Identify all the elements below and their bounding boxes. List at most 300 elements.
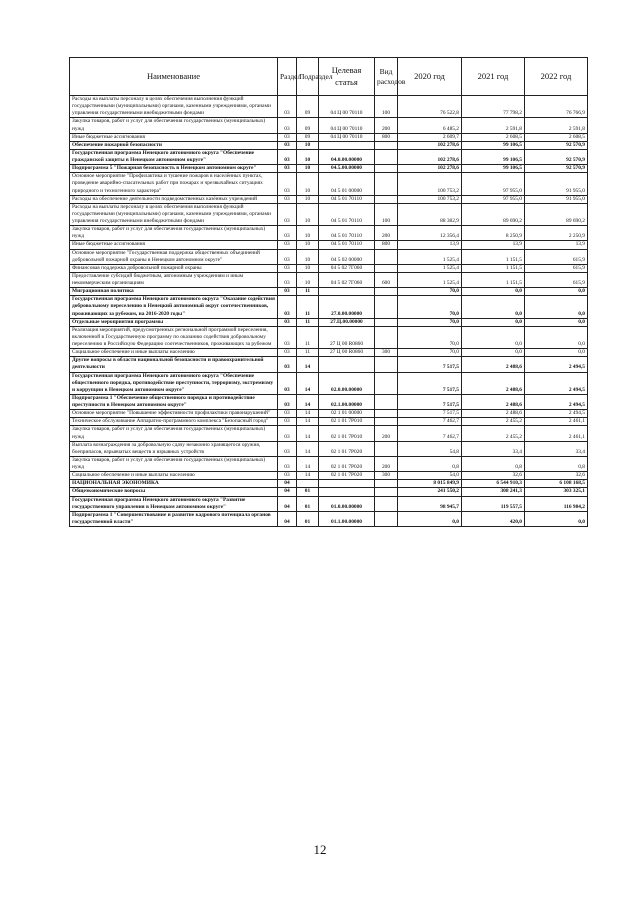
row-value-2021: 2 488,6 bbox=[462, 394, 525, 409]
row-section: 03 bbox=[278, 372, 297, 394]
row-value-2022: 13,9 bbox=[525, 241, 588, 249]
row-value-2021: 33,4 bbox=[462, 441, 525, 456]
row-exp-type: 200 bbox=[375, 426, 398, 441]
row-subsection: 10 bbox=[297, 264, 319, 272]
row-exp-type bbox=[375, 418, 398, 426]
header-target: Целевая статья bbox=[319, 58, 375, 96]
row-value-2022: 92 570,9 bbox=[525, 149, 588, 164]
row-value-2020: 1 525,4 bbox=[398, 264, 462, 272]
row-name: Государственная программа Ненецкого автономного округа "Обеспечение общественного порядка, противодействие преступности, терроризму, экстремизму и коррупции в Ненецком автономном округе" bbox=[70, 372, 278, 394]
row-subsection: 10 bbox=[297, 149, 319, 164]
row-value-2020: 1 525,4 bbox=[398, 272, 462, 287]
row-value-2020: 54,0 bbox=[398, 472, 462, 480]
row-target: 04 5 02 00000 bbox=[319, 249, 375, 264]
row-value-2021: 97 955,0 bbox=[462, 195, 525, 203]
row-value-2020: 7 517,5 bbox=[398, 394, 462, 409]
row-subsection: 14 bbox=[297, 410, 319, 418]
row-name: Расходы на выплаты персоналу в целях обеспечения выполнения функций государственными (муниципальными) органами, казенными учреждениями, органами управления государственными внебюджетными фондами bbox=[70, 96, 278, 118]
row-name: Основное мероприятие "Государственная поддержка общественных объединений добровольной пожарной охраны в Ненецком автономном округе" bbox=[70, 249, 278, 264]
row-exp-type bbox=[375, 488, 398, 496]
row-name: Финансовая поддержка добровольной пожарной охраны bbox=[70, 264, 278, 272]
row-value-2022: 0,0 bbox=[525, 296, 588, 318]
row-name: Подпрограмма 1 "Совершенствование и развитие кадрового потенциала органов государственной власти" bbox=[70, 511, 278, 526]
row-exp-type: 300 bbox=[375, 472, 398, 480]
row-value-2020: 2 609,7 bbox=[398, 133, 462, 141]
row-subsection: 11 bbox=[297, 326, 319, 348]
row-name: Техническое обслуживание Аппаратно-программного комплекса "Безопасный город" bbox=[70, 418, 278, 426]
row-section: 03 bbox=[278, 149, 297, 164]
header-exp-type: Вид расходов bbox=[375, 58, 398, 96]
row-section: 03 bbox=[278, 249, 297, 264]
row-value-2022: 0,8 bbox=[525, 456, 588, 471]
row-name: Государственная программа Ненецкого автономного округа "Развитие государственного управления в Ненецком автономном округе" bbox=[70, 496, 278, 511]
row-section: 03 bbox=[278, 165, 297, 173]
row-target bbox=[319, 357, 375, 372]
row-subsection: 14 bbox=[297, 418, 319, 426]
row-name: Реализация мероприятий, предусмотренных региональной программой переселения, включенной в Государственную программу по оказанию содействия добровольному переселению в Российскую Федерацию соотечественников, проживающих за рубежом bbox=[70, 326, 278, 348]
row-value-2021: 1 151,5 bbox=[462, 249, 525, 264]
row-section: 03 bbox=[278, 410, 297, 418]
row-section: 03 bbox=[278, 296, 297, 318]
header-2022: 2022 год bbox=[525, 58, 588, 96]
row-value-2020: 7 517,5 bbox=[398, 357, 462, 372]
row-section: 03 bbox=[278, 173, 297, 195]
row-value-2021: 1 151,5 bbox=[462, 272, 525, 287]
row-name: Государственная программа Ненецкого автономного округа "Оказание содействия добровольному переселению в Ненецкий автономный округ соотечественников, проживающих за рубежом, на 2016-2020 годы" bbox=[70, 296, 278, 318]
row-subsection: 10 bbox=[297, 272, 319, 287]
row-value-2021: 0,0 bbox=[462, 318, 525, 326]
row-target: 04.0.00.00000 bbox=[319, 149, 375, 164]
row-value-2020: 6 485,2 bbox=[398, 118, 462, 133]
row-value-2021: 6 544 910,3 bbox=[462, 480, 525, 488]
row-section: 04 bbox=[278, 480, 297, 488]
row-value-2020: 13,9 bbox=[398, 241, 462, 249]
table-row bbox=[70, 96, 588, 118]
row-value-2020: 100 753,2 bbox=[398, 195, 462, 203]
row-value-2020: 12 356,4 bbox=[398, 226, 462, 241]
row-section: 03 bbox=[278, 264, 297, 272]
row-exp-type: 200 bbox=[375, 456, 398, 471]
row-value-2021: 2 455,2 bbox=[462, 418, 525, 426]
row-target: 04 5 01 70110 bbox=[319, 226, 375, 241]
row-value-2020: 7 517,5 bbox=[398, 372, 462, 394]
row-value-2021: 97 955,0 bbox=[462, 173, 525, 195]
row-subsection: 10 bbox=[297, 241, 319, 249]
row-value-2022: 92 570,9 bbox=[525, 141, 588, 149]
row-target: 04 Ц 00 70110 bbox=[319, 133, 375, 141]
row-subsection: 10 bbox=[297, 165, 319, 173]
row-target: 04 5 01 00000 bbox=[319, 173, 375, 195]
row-subsection: 09 bbox=[297, 133, 319, 141]
row-exp-type bbox=[375, 496, 398, 511]
row-section: 04 bbox=[278, 488, 297, 496]
row-name: Основное мероприятие "Повышение эффективности профилактики правонарушений" bbox=[70, 410, 278, 418]
row-section: 03 bbox=[278, 241, 297, 249]
row-target: 01.0.00.00000 bbox=[319, 496, 375, 511]
row-value-2021: 2 488,6 bbox=[462, 410, 525, 418]
row-target: 01.1.00.00000 bbox=[319, 511, 375, 526]
table-row bbox=[70, 226, 588, 241]
row-exp-type bbox=[375, 288, 398, 296]
row-target: 27.0.00.00000 bbox=[319, 296, 375, 318]
row-name: Основное мероприятие "Профилактика и тушение пожаров в населённых пунктах, проведение аварийно-спасательных работ при пожарах и чрезвычайных ситуациях природного и техногенного характера" bbox=[70, 173, 278, 195]
row-subsection: 11 bbox=[297, 318, 319, 326]
row-value-2020: 241 550,2 bbox=[398, 488, 462, 496]
table-row bbox=[70, 372, 588, 394]
header-2020: 2020 год bbox=[398, 58, 462, 96]
row-value-2021: 1 151,5 bbox=[462, 264, 525, 272]
row-exp-type bbox=[375, 318, 398, 326]
row-exp-type bbox=[375, 372, 398, 394]
row-section: 03 bbox=[278, 288, 297, 296]
row-target bbox=[319, 288, 375, 296]
table-header-row bbox=[70, 58, 588, 96]
row-target: 02 1 01 7Р010 bbox=[319, 418, 375, 426]
row-section: 03 bbox=[278, 472, 297, 480]
row-section: 03 bbox=[278, 357, 297, 372]
row-subsection: 01 bbox=[297, 511, 319, 526]
row-value-2022: 91 955,0 bbox=[525, 195, 588, 203]
table-row bbox=[70, 141, 588, 149]
row-value-2021: 99 106,5 bbox=[462, 149, 525, 164]
row-name: Иные бюджетные ассигнования bbox=[70, 133, 278, 141]
row-section: 03 bbox=[278, 203, 297, 225]
row-exp-type bbox=[375, 357, 398, 372]
table-row bbox=[70, 264, 588, 272]
row-subsection: 09 bbox=[297, 96, 319, 118]
table-row bbox=[70, 203, 588, 225]
row-section: 04 bbox=[278, 511, 297, 526]
row-name: Предоставление субсидий бюджетным, автономным учреждениям и иным некоммерческим организациям bbox=[70, 272, 278, 287]
row-value-2022: 303 325,1 bbox=[525, 488, 588, 496]
row-target bbox=[319, 141, 375, 149]
table-row bbox=[70, 149, 588, 164]
row-name: Социальное обеспечение и иные выплаты населению bbox=[70, 472, 278, 480]
row-value-2021: 0,8 bbox=[462, 456, 525, 471]
table-row bbox=[70, 357, 588, 372]
row-value-2020: 70,0 bbox=[398, 288, 462, 296]
row-value-2020: 76 522,8 bbox=[398, 96, 462, 118]
row-value-2022: 0,0 bbox=[525, 288, 588, 296]
table-row bbox=[70, 441, 588, 456]
row-value-2021: 0,0 bbox=[462, 326, 525, 348]
table-row bbox=[70, 456, 588, 471]
row-value-2022: 0,0 bbox=[525, 511, 588, 526]
table-row bbox=[70, 426, 588, 441]
budget-table bbox=[69, 57, 588, 527]
row-section: 04 bbox=[278, 496, 297, 511]
row-value-2021: 119 557,5 bbox=[462, 496, 525, 511]
row-section: 03 bbox=[278, 456, 297, 471]
row-value-2021: 2 608,5 bbox=[462, 133, 525, 141]
row-value-2021: 2 488,6 bbox=[462, 372, 525, 394]
row-exp-type bbox=[375, 441, 398, 456]
table-row bbox=[70, 249, 588, 264]
row-name: Другие вопросы в области национальной безопасности и правоохранительной деятельности bbox=[70, 357, 278, 372]
row-target: 02 1 01 7Р020 bbox=[319, 472, 375, 480]
row-target: 04 Ц 00 70110 bbox=[319, 118, 375, 133]
row-value-2022: 615,9 bbox=[525, 272, 588, 287]
row-value-2022: 2 591,8 bbox=[525, 118, 588, 133]
row-value-2020: 0,0 bbox=[398, 511, 462, 526]
row-value-2022: 89 690,2 bbox=[525, 203, 588, 225]
row-subsection: 14 bbox=[297, 456, 319, 471]
row-section: 03 bbox=[278, 394, 297, 409]
row-value-2021: 2 591,8 bbox=[462, 118, 525, 133]
row-value-2022: 32,6 bbox=[525, 472, 588, 480]
row-exp-type bbox=[375, 165, 398, 173]
table-row bbox=[70, 394, 588, 409]
row-target: 27 Ц 00 R0860 bbox=[319, 349, 375, 357]
table-row bbox=[70, 272, 588, 287]
row-value-2022: 2 461,1 bbox=[525, 426, 588, 441]
table-row bbox=[70, 296, 588, 318]
row-value-2021: 77 798,2 bbox=[462, 96, 525, 118]
row-subsection: 14 bbox=[297, 394, 319, 409]
row-value-2021: 308 241,3 bbox=[462, 488, 525, 496]
row-exp-type bbox=[375, 394, 398, 409]
row-value-2022: 615,9 bbox=[525, 264, 588, 272]
row-target: 27.Ц.00.00000 bbox=[319, 318, 375, 326]
row-name: Миграционная политика bbox=[70, 288, 278, 296]
row-section: 03 bbox=[278, 426, 297, 441]
row-value-2020: 70,0 bbox=[398, 326, 462, 348]
row-name: Подпрограмма 1 "Обеспечение общественного порядка и противодействие преступности в Ненецком автономном округе" bbox=[70, 394, 278, 409]
row-target: 04.5.00.00000 bbox=[319, 165, 375, 173]
row-value-2022: 2 494,5 bbox=[525, 357, 588, 372]
row-exp-type: 800 bbox=[375, 133, 398, 141]
row-value-2020: 70,0 bbox=[398, 318, 462, 326]
row-value-2020: 88 382,9 bbox=[398, 203, 462, 225]
row-section: 03 bbox=[278, 141, 297, 149]
row-section: 03 bbox=[278, 318, 297, 326]
row-value-2021: 420,0 bbox=[462, 511, 525, 526]
header-name: Наименование bbox=[70, 58, 278, 96]
row-exp-type: 100 bbox=[375, 203, 398, 225]
row-exp-type bbox=[375, 296, 398, 318]
row-exp-type bbox=[375, 480, 398, 488]
row-subsection: 09 bbox=[297, 118, 319, 133]
row-exp-type bbox=[375, 264, 398, 272]
row-subsection: 14 bbox=[297, 372, 319, 394]
row-name: Закупка товаров, работ и услуг для обеспечения государственных (муниципальных) нужд bbox=[70, 226, 278, 241]
row-name: Закупка товаров, работ и услуг для обеспечения государственных (муниципальных) нужд bbox=[70, 426, 278, 441]
row-value-2022: 33,4 bbox=[525, 441, 588, 456]
row-subsection: 10 bbox=[297, 249, 319, 264]
row-subsection: 10 bbox=[297, 195, 319, 203]
row-exp-type: 200 bbox=[375, 118, 398, 133]
row-exp-type bbox=[375, 249, 398, 264]
row-value-2020: 70,0 bbox=[398, 296, 462, 318]
table-row bbox=[70, 349, 588, 357]
row-target bbox=[319, 488, 375, 496]
table-row bbox=[70, 326, 588, 348]
row-exp-type bbox=[375, 410, 398, 418]
row-exp-type: 800 bbox=[375, 241, 398, 249]
row-value-2021: 99 106,5 bbox=[462, 141, 525, 149]
row-section: 03 bbox=[278, 195, 297, 203]
row-value-2021: 2 488,6 bbox=[462, 357, 525, 372]
table-row bbox=[70, 195, 588, 203]
row-subsection: 14 bbox=[297, 441, 319, 456]
table-row bbox=[70, 418, 588, 426]
row-subsection: 01 bbox=[297, 488, 319, 496]
page-number: 12 bbox=[313, 842, 327, 857]
row-target: 02.0.00.00000 bbox=[319, 372, 375, 394]
row-target: 04 5 01 70110 bbox=[319, 203, 375, 225]
row-target: 04 5 01 70110 bbox=[319, 241, 375, 249]
table-row bbox=[70, 133, 588, 141]
header-2021: 2021 год bbox=[462, 58, 525, 96]
table-row bbox=[70, 511, 588, 526]
row-name: Расходы на обеспечение деятельности подведомственных казённых учреждений bbox=[70, 195, 278, 203]
row-target: 04 Ц 00 70110 bbox=[319, 96, 375, 118]
row-target: 27 Ц 00 R0860 bbox=[319, 326, 375, 348]
row-exp-type: 200 bbox=[375, 226, 398, 241]
row-subsection bbox=[297, 480, 319, 488]
row-subsection: 14 bbox=[297, 357, 319, 372]
row-target bbox=[319, 480, 375, 488]
row-name: Отдельные мероприятия программы bbox=[70, 318, 278, 326]
row-value-2022: 2 461,1 bbox=[525, 418, 588, 426]
row-value-2022: 0,0 bbox=[525, 326, 588, 348]
row-exp-type: 100 bbox=[375, 96, 398, 118]
row-exp-type: 300 bbox=[375, 349, 398, 357]
table-row bbox=[70, 496, 588, 511]
row-value-2020: 102 278,6 bbox=[398, 141, 462, 149]
header-section: Раздел bbox=[278, 58, 297, 96]
row-value-2022: 2 250,9 bbox=[525, 226, 588, 241]
row-target: 02 1 01 7Р020 bbox=[319, 441, 375, 456]
row-value-2020: 0,8 bbox=[398, 456, 462, 471]
table-row bbox=[70, 288, 588, 296]
row-value-2021: 0,0 bbox=[462, 296, 525, 318]
row-section: 03 bbox=[278, 272, 297, 287]
row-target: 02 1 01 7Р010 bbox=[319, 426, 375, 441]
row-section: 03 bbox=[278, 133, 297, 141]
row-name: Общеэкономические вопросы bbox=[70, 488, 278, 496]
row-value-2022: 2 494,5 bbox=[525, 394, 588, 409]
row-section: 03 bbox=[278, 118, 297, 133]
row-value-2021: 13,9 bbox=[462, 241, 525, 249]
row-value-2020: 7 462,7 bbox=[398, 418, 462, 426]
row-exp-type bbox=[375, 195, 398, 203]
table-row bbox=[70, 410, 588, 418]
row-exp-type bbox=[375, 141, 398, 149]
row-target: 02 1 01 00000 bbox=[319, 410, 375, 418]
row-value-2022: 2 608,5 bbox=[525, 133, 588, 141]
row-subsection: 01 bbox=[297, 496, 319, 511]
row-exp-type bbox=[375, 326, 398, 348]
row-section: 03 bbox=[278, 226, 297, 241]
row-target: 04 5 01 70110 bbox=[319, 195, 375, 203]
row-section: 03 bbox=[278, 418, 297, 426]
row-subsection: 11 bbox=[297, 288, 319, 296]
table-row bbox=[70, 472, 588, 480]
row-value-2020: 7 462,7 bbox=[398, 426, 462, 441]
row-subsection: 11 bbox=[297, 296, 319, 318]
row-target: 02 1 01 7Р020 bbox=[319, 456, 375, 471]
row-value-2021: 2 455,2 bbox=[462, 426, 525, 441]
row-name: НАЦИОНАЛЬНАЯ ЭКОНОМИКА bbox=[70, 480, 278, 488]
table-row bbox=[70, 488, 588, 496]
table-row bbox=[70, 480, 588, 488]
row-value-2021: 8 250,9 bbox=[462, 226, 525, 241]
header-subsection: Подраздел bbox=[297, 58, 319, 96]
row-exp-type bbox=[375, 173, 398, 195]
table-row bbox=[70, 318, 588, 326]
row-name: Закупка товаров, работ и услуг для обеспечения государственных (муниципальных) нужд bbox=[70, 118, 278, 133]
row-name: Выплата вознаграждения за добровольную сдачу незаконно хранящегося оружия, боеприпасов, взрывчатых веществ и взрывных устройств bbox=[70, 441, 278, 456]
row-section: 03 bbox=[278, 349, 297, 357]
table-row bbox=[70, 173, 588, 195]
row-subsection: 11 bbox=[297, 349, 319, 357]
row-subsection: 14 bbox=[297, 472, 319, 480]
row-value-2022: 0,0 bbox=[525, 318, 588, 326]
row-target: 02.1.00.00000 bbox=[319, 394, 375, 409]
row-name: Обеспечение пожарной безопасности bbox=[70, 141, 278, 149]
row-value-2020: 102 278,6 bbox=[398, 165, 462, 173]
row-value-2020: 70,0 bbox=[398, 349, 462, 357]
row-value-2022: 116 984,2 bbox=[525, 496, 588, 511]
row-name: Социальное обеспечение и иные выплаты населению bbox=[70, 349, 278, 357]
row-value-2020: 100 753,2 bbox=[398, 173, 462, 195]
row-name: Иные бюджетные ассигнования bbox=[70, 241, 278, 249]
row-value-2022: 76 766,9 bbox=[525, 96, 588, 118]
row-section: 03 bbox=[278, 96, 297, 118]
row-value-2021: 32,6 bbox=[462, 472, 525, 480]
row-section: 03 bbox=[278, 441, 297, 456]
row-value-2020: 7 517,5 bbox=[398, 410, 462, 418]
row-value-2022: 2 494,5 bbox=[525, 410, 588, 418]
row-value-2020: 98 945,7 bbox=[398, 496, 462, 511]
row-target: 04 5 02 7Г060 bbox=[319, 264, 375, 272]
row-value-2022: 0,0 bbox=[525, 349, 588, 357]
row-value-2020: 1 525,4 bbox=[398, 249, 462, 264]
row-value-2021: 0,0 bbox=[462, 288, 525, 296]
row-value-2020: 54,8 bbox=[398, 441, 462, 456]
row-value-2022: 2 494,5 bbox=[525, 372, 588, 394]
row-name: Закупка товаров, работ и услуг для обеспечения государственных (муниципальных) нужд bbox=[70, 456, 278, 471]
row-value-2022: 91 955,0 bbox=[525, 173, 588, 195]
row-subsection: 10 bbox=[297, 226, 319, 241]
table-row bbox=[70, 241, 588, 249]
row-subsection: 10 bbox=[297, 203, 319, 225]
row-value-2020: 102 278,6 bbox=[398, 149, 462, 164]
row-name: Государственная программа Ненецкого автономного округа "Обеспечение гражданской защиты в Ненецком автономном округе" bbox=[70, 149, 278, 164]
row-subsection: 10 bbox=[297, 173, 319, 195]
row-value-2022: 6 108 168,5 bbox=[525, 480, 588, 488]
row-value-2022: 615,9 bbox=[525, 249, 588, 264]
row-value-2021: 89 690,2 bbox=[462, 203, 525, 225]
row-name: Расходы на выплаты персоналу в целях обеспечения выполнения функций государственными (муниципальными) органами, казенными учреждениями, органами управления государственными внебюджетными фондами bbox=[70, 203, 278, 225]
row-subsection: 14 bbox=[297, 426, 319, 441]
row-name: Подпрограмма 5 "Пожарная безопасность в Ненецком автономном округе" bbox=[70, 165, 278, 173]
row-value-2021: 99 106,5 bbox=[462, 165, 525, 173]
row-value-2022: 92 570,9 bbox=[525, 165, 588, 173]
row-value-2020: 8 015 849,9 bbox=[398, 480, 462, 488]
row-value-2021: 0,0 bbox=[462, 349, 525, 357]
row-exp-type bbox=[375, 511, 398, 526]
table-row bbox=[70, 118, 588, 133]
table-body bbox=[70, 96, 588, 527]
row-subsection: 10 bbox=[297, 141, 319, 149]
row-section: 03 bbox=[278, 326, 297, 348]
row-target: 04 5 02 7Г060 bbox=[319, 272, 375, 287]
row-exp-type bbox=[375, 149, 398, 164]
table-row bbox=[70, 165, 588, 173]
row-exp-type: 600 bbox=[375, 272, 398, 287]
